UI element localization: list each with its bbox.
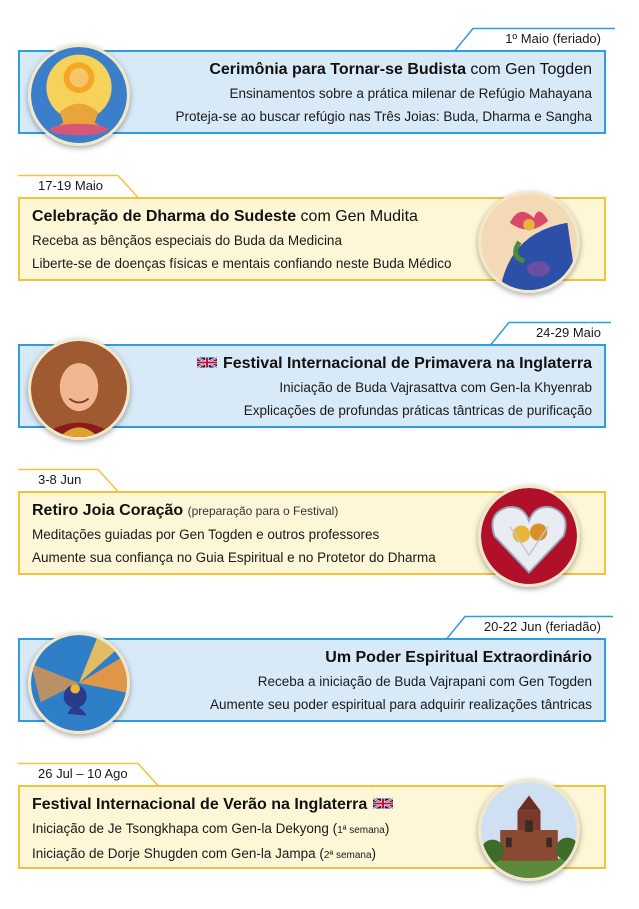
event-line: Iniciação de Je Tsongkhapa com Gen-la Dekyong (1ª semana) <box>32 821 390 836</box>
event-card <box>0 28 639 168</box>
date-tab <box>475 616 611 638</box>
event-date: 20-22 Jun (feriadão) <box>483 619 601 634</box>
date-tab <box>28 469 100 491</box>
event-card <box>0 175 639 315</box>
event-title: Retiro Joia Coração (preparação para o Festival) <box>32 502 339 519</box>
event-line: Aumente sua confiança no Guia Espiritual e no Protetor do Dharma <box>32 550 436 565</box>
event-card <box>0 763 639 903</box>
event-card <box>0 616 639 756</box>
event-line: Explicações de profundas práticas tântricas de purificação <box>243 403 592 418</box>
event-title: Celebração de Dharma do Sudeste com Gen Mudita <box>32 208 418 225</box>
manor-house-icon <box>478 779 580 881</box>
teacher-portrait-icon <box>28 338 130 440</box>
event-line: Meditações guiadas por Gen Togden e outros professores <box>32 527 380 542</box>
event-title: Um Poder Espiritual Extraordinário <box>325 649 592 666</box>
medicine-buddha-icon <box>478 191 580 293</box>
date-tab <box>28 763 140 785</box>
event-line: Receba a iniciação de Buda Vajrapani com Gen Togden <box>257 674 592 689</box>
event-line: Liberte-se de doenças físicas e mentais confiando neste Buda Médico <box>32 256 452 271</box>
event-line: Receba as bênçãos especiais do Buda da Medicina <box>32 233 342 248</box>
event-line: Ensinamentos sobre a prática milenar de Refúgio Mahayana <box>229 86 592 101</box>
event-title: Festival Internacional de Primavera na Inglaterra <box>191 352 592 376</box>
event-date: 1º Maio (feriado) <box>505 31 601 46</box>
event-line: Iniciação de Buda Vajrasattva com Gen-la Khyenrab <box>279 380 592 395</box>
event-line: Proteja-se ao buscar refúgio nas Três Joias: Buda, Dharma e Sangha <box>175 109 592 124</box>
event-line: Aumente seu poder espiritual para adquirir realizações tântricas <box>210 697 592 712</box>
event-title: Festival Internacional de Verão na Inglaterra <box>32 793 399 817</box>
uk-flag-icon <box>197 356 217 369</box>
event-card <box>0 322 639 462</box>
event-date: 17-19 Maio <box>38 178 104 193</box>
buddha-shakyamuni-icon <box>28 44 130 146</box>
event-card <box>0 469 639 609</box>
date-tab <box>519 322 611 344</box>
vajrapani-icon <box>28 632 130 734</box>
date-tab <box>28 175 120 197</box>
event-line: Iniciação de Dorje Shugden com Gen-la Jampa (2ª semana) <box>32 846 377 861</box>
event-date: 3-8 Jun <box>38 472 82 487</box>
date-tab <box>483 28 611 50</box>
event-title: Cerimônia para Tornar-se Budista com Gen Togden <box>209 61 592 78</box>
event-date: 24-29 Maio <box>535 325 601 340</box>
event-date: 26 Jul – 10 Ago <box>38 766 128 781</box>
heart-jewel-icon <box>478 485 580 587</box>
uk-flag-icon <box>373 797 393 810</box>
